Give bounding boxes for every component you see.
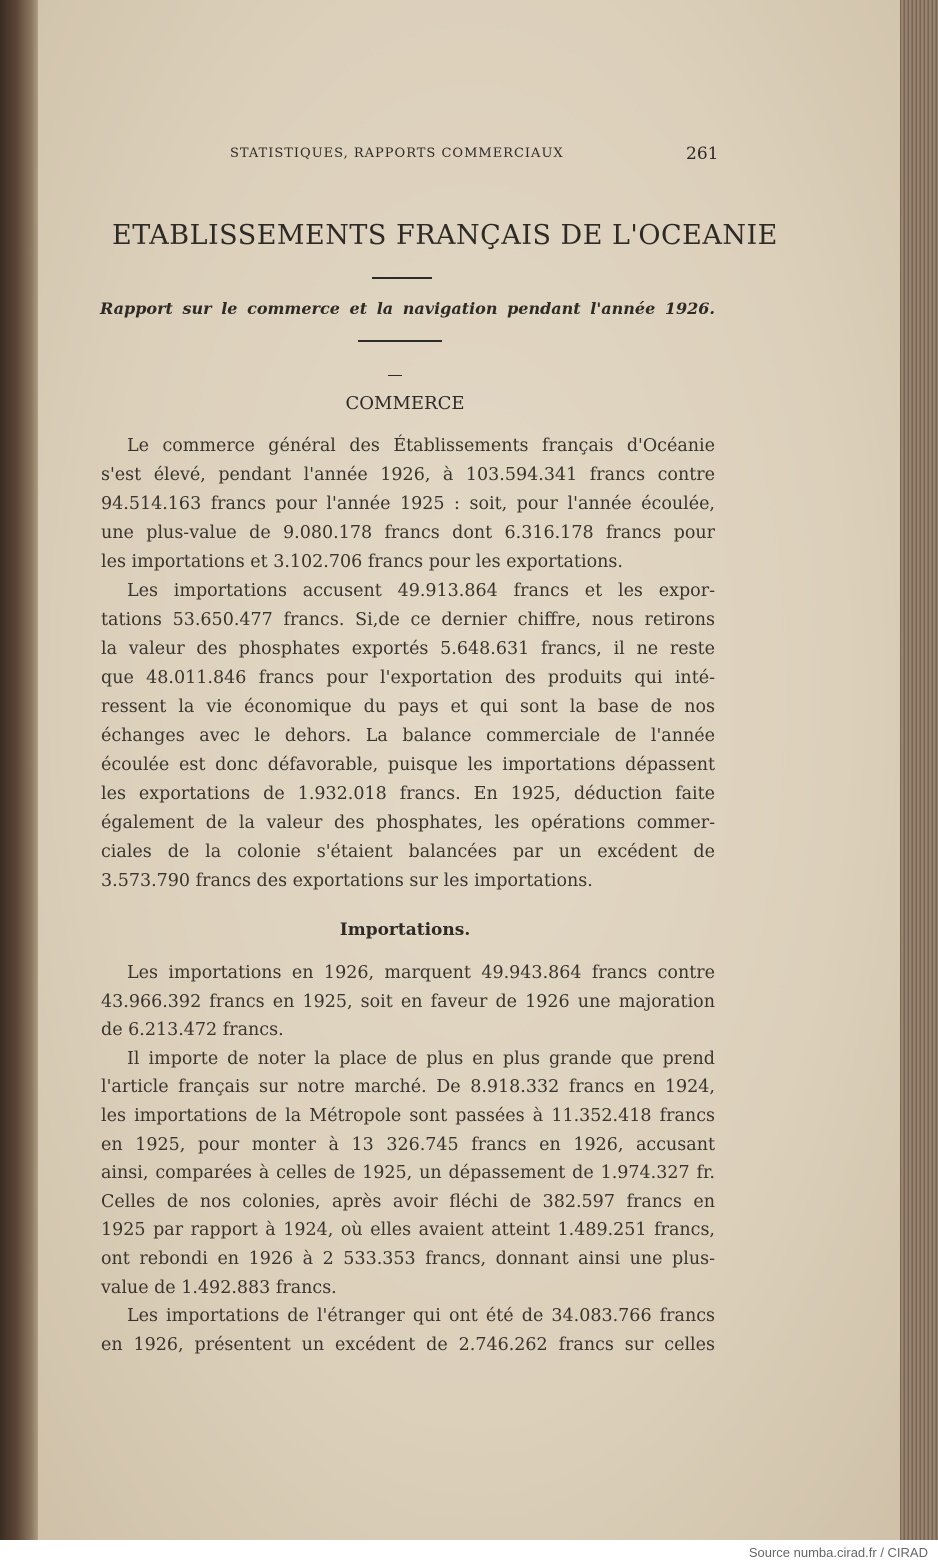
importations-text [101, 959, 715, 1359]
page-edges [900, 0, 938, 1540]
footer [0, 1540, 938, 1566]
text-line: la valeur des phosphates exportés 5.648.631 francs, il ne reste [101, 639, 715, 659]
book-binding [0, 0, 40, 1540]
text-line: Il importe de noter la place de plus en plus grande que prend [127, 1048, 715, 1069]
text-line: Les importations accusent 49.913.864 francs et les expor- [127, 581, 715, 601]
page-number: 261 [686, 144, 719, 164]
text-line: ciales de la colonie s'étaient balancées par un excédent de [101, 842, 715, 862]
page-title: ETABLISSEMENTS FRANÇAIS DE L'OCEANIE [112, 220, 778, 251]
text-line: Les importations de l'étranger qui ont été de 34.083.766 francs [127, 1306, 715, 1327]
text-line: les exportations de 1.932.018 francs. En 1925, déduction faite [101, 784, 715, 804]
text-line: 94.514.163 francs pour l'année 1925 : soit, pour l'année écoulée, [101, 494, 715, 514]
text-line: Celles de nos colonies, après avoir fléchi de 382.597 francs en [101, 1191, 715, 1212]
text-line: 1925 par rapport à 1924, où elles avaient atteint 1.489.251 francs, [101, 1220, 715, 1241]
commerce-text [101, 432, 715, 896]
text-line: que 48.011.846 francs pour l'exportation des produits qui inté- [101, 668, 715, 688]
divider [358, 340, 442, 342]
ornament-mark [388, 375, 402, 376]
text-line: les importations de la Métropole sont passées à 11.352.418 francs [101, 1105, 715, 1126]
text-line: une plus-value de 9.080.178 francs dont 6.316.178 francs pour [101, 523, 715, 543]
text-line: écoulée est donc défavorable, puisque les importations dépassent [101, 755, 715, 775]
section-heading-importations: Importations. [339, 920, 471, 940]
text-line: Le commerce général des Établissements français d'Océanie [127, 436, 715, 456]
text-line: échanges avec le dehors. La balance commerciale de l'année [101, 726, 715, 746]
text-line: ainsi, comparées à celles de 1925, un dépassement de 1.974.327 fr. [101, 1163, 715, 1184]
text-line: value de 1.492.883 francs. [101, 1277, 337, 1298]
text-line: Les importations en 1926, marquent 49.943.864 francs contre [127, 963, 715, 983]
section-heading-commerce: COMMERCE [345, 393, 465, 414]
text-line: tations 53.650.477 francs. Si,de ce dernier chiffre, nous retirons [101, 610, 715, 630]
text-line: ont rebondi en 1926 à 2 533.353 francs, donnant ainsi une plus- [101, 1248, 715, 1269]
text-line: également de la valeur des phosphates, les opérations commer- [101, 813, 715, 833]
source-credit: Source numba.cirad.fr / CIRAD [748, 1545, 928, 1560]
running-header: STATISTIQUES, RAPPORTS COMMERCIAUX [230, 146, 564, 161]
text-line: 43.966.392 francs en 1925, soit en faveur de 1926 une majoration [101, 991, 715, 1012]
text-line: 3.573.790 francs des exportations sur les importations. [101, 871, 593, 891]
text-line: les importations et 3.102.706 francs pour les exportations. [101, 552, 623, 572]
text-line: en 1926, présentent un excédent de 2.746.262 francs sur celles [101, 1334, 715, 1355]
text-line: l'article français sur notre marché. De 8.918.332 francs en 1924, [101, 1077, 715, 1098]
text-line: ressent la vie économique du pays et qui sont la base de nos [101, 697, 715, 717]
text-line: s'est élevé, pendant l'année 1926, à 103.594.341 francs contre [101, 465, 715, 485]
text-line: en 1925, pour monter à 13 326.745 francs en 1926, accusant [101, 1134, 715, 1155]
subtitle: Rapport sur le commerce et la navigation pendant l'année 1926. [100, 299, 715, 318]
divider [372, 277, 432, 279]
text-line: de 6.213.472 francs. [101, 1020, 284, 1041]
